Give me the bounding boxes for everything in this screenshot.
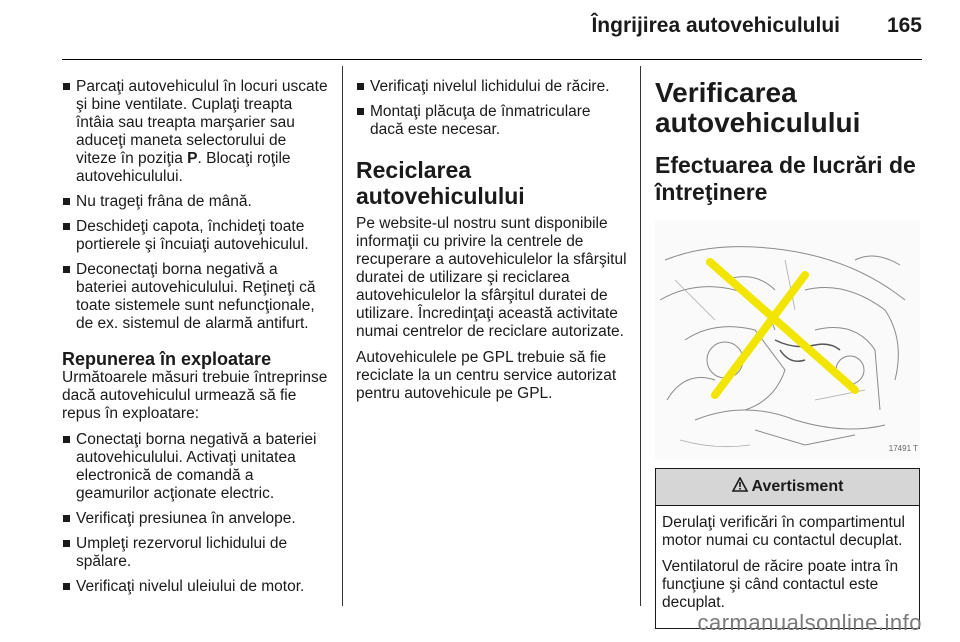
- warning-triangle-icon: [732, 477, 748, 497]
- section-heading: Efectuarea de lucrări de întreţinere: [655, 152, 916, 205]
- warning-paragraph: Ventilatorul de răcire poate intra în funcţiune şi când contactul este decuplat.: [662, 558, 899, 611]
- list-item: Deschideţi capota, închideţi toate portierele şi încuiaţi autovehiculul.: [62, 218, 330, 254]
- list-item: Verificaţi presiunea în anvelope.: [62, 510, 330, 528]
- recommission-steps-list: [62, 431, 330, 596]
- warning-box: [655, 468, 920, 629]
- list-item: Parcaţi autovehiculul în locuri uscate şi bine ventilate. Cuplaţi treapta întâia sau treapta marşarier sau aduceţi maneta selectorului de viteze în poziţia P. Blocaţi roţile autovehiculului.: [62, 78, 330, 186]
- page-header-title: Îngrijirea autovehiculului: [591, 14, 840, 37]
- main-heading: Verificarea autovehiculului: [655, 77, 861, 138]
- list-item: Verificaţi nivelul uleiului de motor.: [62, 578, 330, 596]
- paragraph: Autovehiculele pe GPL trebuie să fie reciclate la un centru service autorizat pentru autovehicule pe GPL.: [356, 349, 617, 402]
- engine-illustration: [655, 220, 920, 460]
- storage-steps-list: [62, 78, 330, 333]
- intro-paragraph: Următoarele măsuri trebuie întreprinse dacă autovehiculul urmează să fie repus în exploatare:: [62, 369, 328, 422]
- continued-steps-list: [356, 78, 628, 139]
- column-divider-1: [342, 66, 343, 606]
- list-item: Umpleţi rezervorul lichidului de spălare.: [62, 535, 330, 571]
- page-number: 165: [886, 14, 922, 37]
- engine-compartment-image: [655, 220, 920, 460]
- paragraph: Pe website-ul nostru sunt disponibile informaţii cu privire la centrele de recuperare a autovehiculelor la sfârşitul duratei de utilizare şi reciclarea autovehiculelor la sfârşitul duratei de utilizare. Încredinţaţi această activitate numai centrelor de reciclare autorizate.: [356, 215, 627, 340]
- warning-title: Avertisment: [751, 478, 844, 495]
- section-subheading: Repunerea în exploatare: [62, 349, 272, 369]
- column-1: [62, 78, 330, 603]
- list-item: Verificaţi nivelul lichidului de răcire.: [356, 78, 628, 96]
- column-3: [655, 78, 920, 629]
- footer-watermark: carmanualsonline.info: [697, 610, 922, 635]
- list-item: Montaţi plăcuţa de înmatriculare dacă este necesar.: [356, 103, 628, 139]
- figure-code: 17491 T: [888, 444, 918, 453]
- recycling-heading: Reciclarea autovehiculului: [356, 157, 525, 209]
- warning-header: [656, 469, 919, 506]
- list-item: Nu trageţi frâna de mână.: [62, 193, 330, 211]
- list-item: Deconectaţi borna negativă a bateriei autovehiculului. Reţineţi că toate sistemele sunt nefuncţionale, de ex. sistemul de alarmă antifurt.: [62, 261, 330, 333]
- column-2: [356, 78, 628, 411]
- warning-paragraph: Derulaţi verificări în compartimentul motor numai cu contactul decuplat.: [662, 514, 905, 549]
- header-rule: [62, 59, 922, 60]
- column-divider-2: [640, 66, 641, 606]
- list-item: Conectaţi borna negativă a bateriei autovehiculului. Activaţi unitatea electronică de comandă a geamurilor acţionate electric.: [62, 431, 330, 503]
